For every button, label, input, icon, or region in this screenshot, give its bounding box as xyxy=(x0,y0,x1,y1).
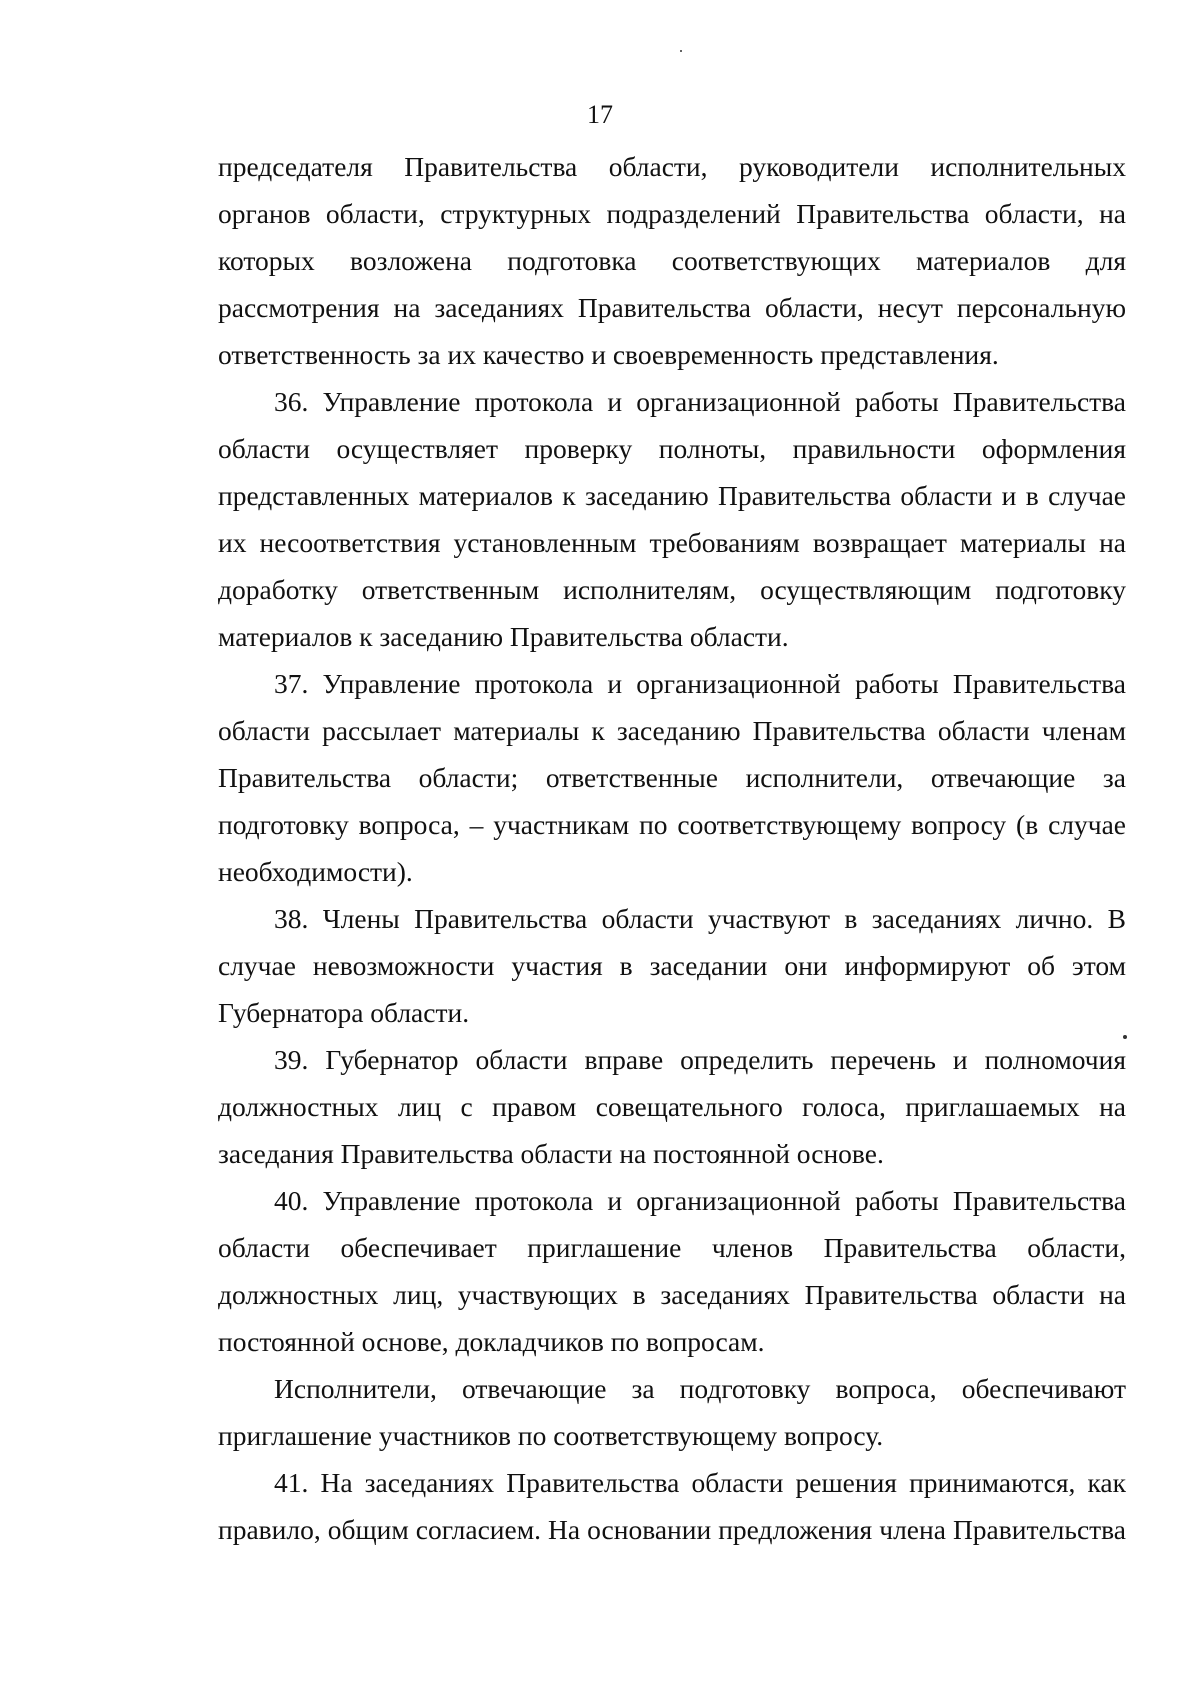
paragraph-40: 40. Управление протокола и организационной работы Правительства области обеспечивает приглашение членов Правительства области, должностных лиц, участвующих в заседаниях Правительства области на постоянной основе, докладчиков по вопросам. xyxy=(218,1185,1126,1357)
paragraph-continuation: председателя Правительства области, руководители исполнительных органов области, структурных подразделений Правительства области, на которых возложена подготовка соответствующих материалов для рассмотрения на заседаниях Правительства области, несут персональную ответственность за их качество и своевременность представления. xyxy=(218,151,1126,370)
page-number: 17 xyxy=(587,100,613,129)
paragraph-41: 41. На заседаниях Правительства области решения принимаются, как правило, общим согласием. На основании предложения члена Правительства xyxy=(218,1467,1126,1545)
document-body xyxy=(218,143,1126,1553)
scan-speck xyxy=(680,50,682,52)
paragraph-40-continuation: Исполнители, отвечающие за подготовку вопроса, обеспечивают приглашение участников по соответствующему вопросу. xyxy=(218,1373,1126,1451)
scan-speck xyxy=(1123,1035,1127,1039)
paragraph-39: 39. Губернатор области вправе определить перечень и полномочия должностных лиц с правом совещательного голоса, приглашаемых на заседания Правительства области на постоянной основе. xyxy=(218,1044,1126,1169)
paragraph-37: 37. Управление протокола и организационной работы Правительства области рассылает материалы к заседанию Правительства области членам Правительства области; ответственные исполнители, отвечающие за подготовку вопроса, – участникам по соответствующему вопросу (в случае необходимости). xyxy=(218,668,1126,887)
paragraph-38: 38. Члены Правительства области участвуют в заседаниях лично. В случае невозможности участия в заседании они информируют об этом Губернатора области. xyxy=(218,903,1126,1028)
paragraph-36: 36. Управление протокола и организационной работы Правительства области осуществляет проверку полноты, правильности оформления представленных материалов к заседанию Правительства области и в случае их несоответствия установленным требованиям возвращает материалы на доработку ответственным исполнителям, осуществляющим подготовку материалов к заседанию Правительства области. xyxy=(218,386,1126,652)
